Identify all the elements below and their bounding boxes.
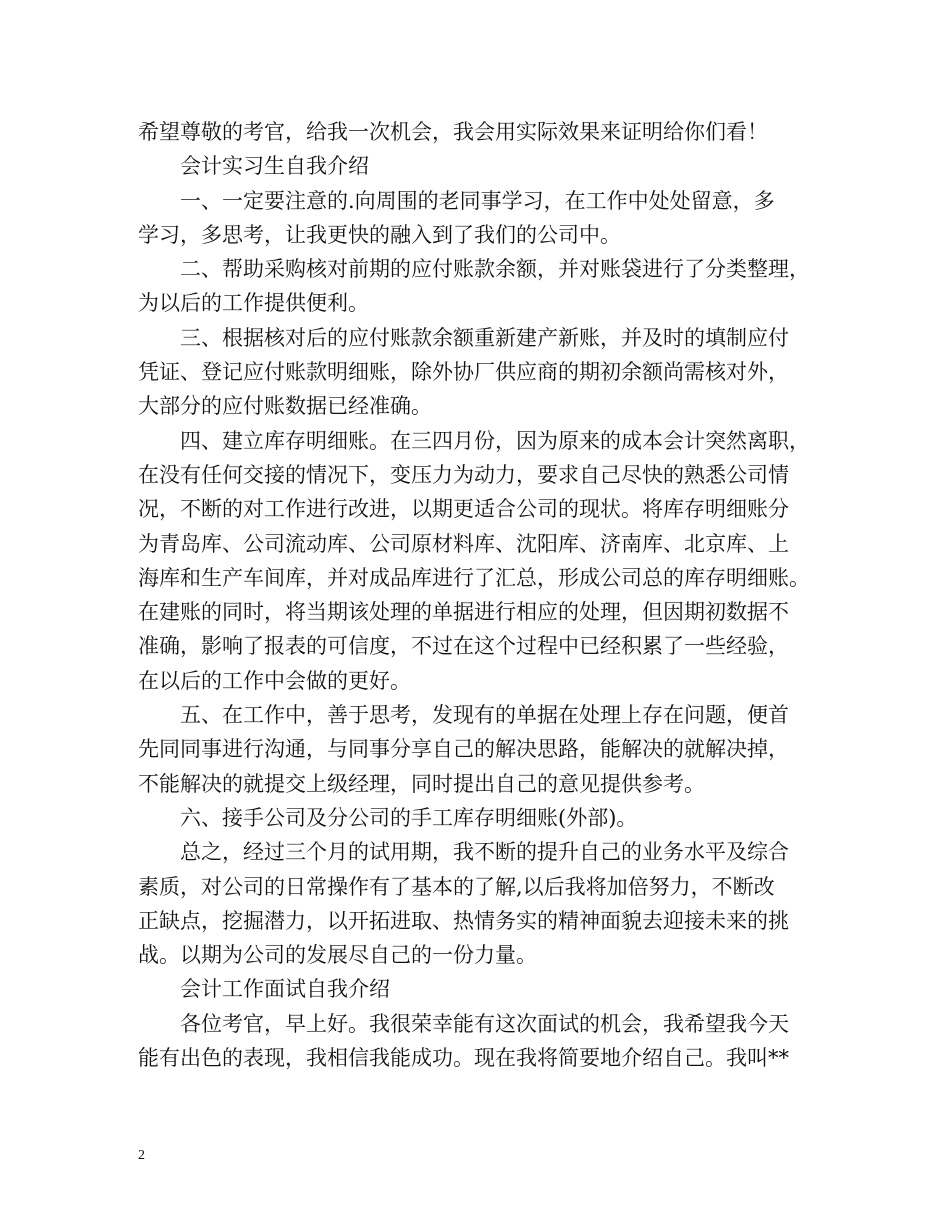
text-line: 希望尊敬的考官，给我一次机会，我会用实际效果来证明给你们看！ [138,120,768,144]
text-line: 在没有任何交接的情况下，变压力为动力，要求自己尽快的熟悉公司情 [138,462,789,487]
text-line: 会计实习生自我介绍 [180,154,369,179]
text-line: 会计工作面试自我介绍 [180,977,390,1002]
text-line: 海库和生产车间库，并对成品库进行了汇总，形成公司总的库存明细账。 [138,565,810,590]
text-line: 学习，多思考，让我更快的融入到了我们的公司中。 [138,222,621,247]
page-number: 2 [138,1148,145,1163]
text-line: 五、在工作中，善于思考，发现有的单据在处理上存在问题，便首 [180,703,789,728]
text-line: 素质，对公司的日常操作有了基本的了解,以后我将加倍努力，不断改 [138,874,775,899]
text-line: 三、根据核对后的应付账款余额重新建产新账，并及时的填制应付 [180,325,789,350]
text-line: 在以后的工作中会做的更好。 [138,668,411,693]
text-line: 一、一定要注意的.向周围的老同事学习，在工作中处处留意，多 [180,188,775,213]
text-line: 六、接手公司及分公司的手工库存明细账(外部)。 [180,805,638,830]
text-line: 在建账的同时，将当期该处理的单据进行相应的处理，但因期初数据不 [138,600,789,625]
text-line: 战。以期为公司的发展尽自己的一份力量。 [138,943,537,968]
text-line: 四、建立库存明细账。在三四月份，因为原来的成本会计突然离职， [180,428,810,453]
document-body [138,115,828,1075]
text-line: 为青岛库、公司流动库、公司原材料库、沈阳库、济南库、北京库、上 [138,531,789,556]
text-line: 各位考官，早上好。我很荣幸能有这次面试的机会，我希望我今天 [180,1011,789,1036]
text-line: 正缺点，挖掘潜力，以开拓进取、热情务实的精神面貌去迎接未来的挑 [138,908,789,933]
text-line: 二、帮助采购核对前期的应付账款余额，并对账袋进行了分类整理， [180,257,810,282]
text-line: 先同同事进行沟通，与同事分享自己的解决思路，能解决的就解决掉， [138,737,789,762]
text-line: 大部分的应付账数据已经准确。 [138,394,432,419]
text-line: 凭证、登记应付账款明细账，除外协厂供应商的期初余额尚需核对外， [138,360,789,385]
text-line: 况，不断的对工作进行改进，以期更适合公司的现状。将库存明细账分 [138,497,789,522]
text-line: 总之，经过三个月的试用期，我不断的提升自己的业务水平及综合 [180,840,789,865]
text-line: 准确，影响了报表的可信度，不过在这个过程中已经积累了一些经验， [138,634,789,659]
text-line: 能有出色的表现，我相信我能成功。现在我将简要地介绍自己。我叫** [138,1046,789,1071]
text-line: 为以后的工作提供便利。 [138,291,369,316]
text-line: 不能解决的就提交上级经理，同时提出自己的意见提供参考。 [138,771,705,796]
